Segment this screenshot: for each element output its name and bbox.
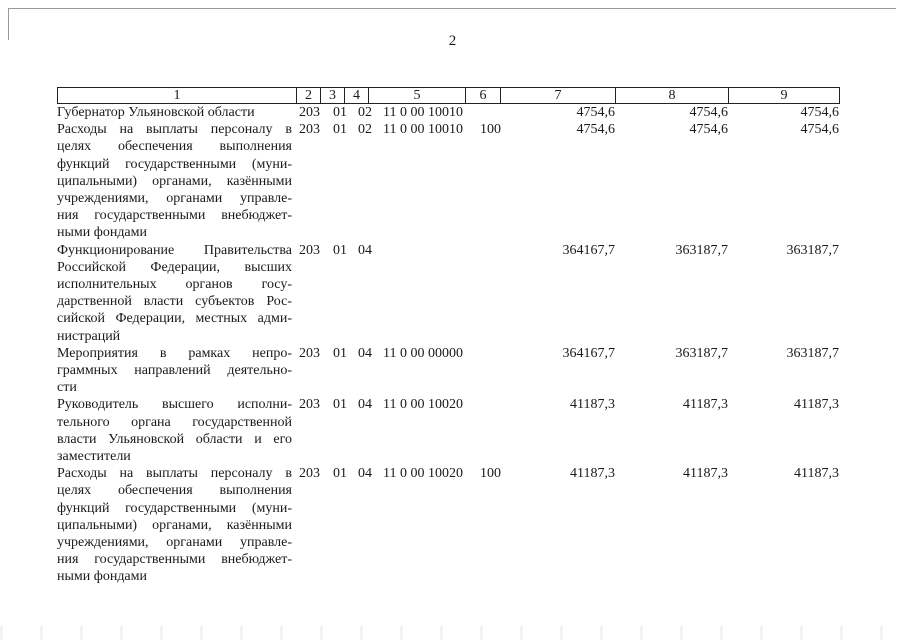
header-col-9: 9 xyxy=(729,88,840,104)
row-name-line: тельного органа государственной xyxy=(57,414,292,430)
row-name-line: власти Ульяновской области и его xyxy=(57,431,292,447)
cell-col7: 41187,3 xyxy=(570,466,615,482)
cell-col5: 11 0 00 10020 xyxy=(383,397,463,413)
row-name xyxy=(57,104,292,121)
row-name-line: Расходы на выплаты персоналу в xyxy=(57,466,292,482)
cell-col5: 11 0 00 10010 xyxy=(383,122,463,138)
row-name-line: функций государственными (муни- xyxy=(57,156,292,172)
cell-col8: 4754,6 xyxy=(689,122,728,138)
cell-col2: 203 xyxy=(299,105,320,120)
row-name-line: ными фондами xyxy=(57,225,148,241)
cell-col8: 363187,7 xyxy=(675,242,728,258)
cell-col8: 41187,3 xyxy=(683,466,728,482)
scan-border-top xyxy=(8,8,896,9)
row-name-line: ния государственными внебюджет- xyxy=(57,552,292,568)
cell-col8: 41187,3 xyxy=(683,397,728,413)
cell-col3: 01 xyxy=(333,122,347,138)
row-name-line: Мероприятия в рамках непро- xyxy=(57,345,292,361)
cell-col7: 4754,6 xyxy=(576,122,615,138)
cell-col2: 203 xyxy=(299,242,320,258)
row-name xyxy=(57,121,292,241)
row-name-line: ния государственными внебюджет- xyxy=(57,208,292,224)
cell-col7: 364167,7 xyxy=(562,345,615,361)
row-name xyxy=(57,345,292,397)
row-name-line: сти xyxy=(57,380,77,396)
row-name-line: Функционирование Правительства xyxy=(57,242,292,258)
cell-col6: 100 xyxy=(480,466,501,482)
row-name xyxy=(57,465,292,585)
cell-col9: 363187,7 xyxy=(786,345,839,361)
cell-col4: 04 xyxy=(358,242,372,258)
row-name-line: ципальными) органами, казёнными xyxy=(57,517,292,533)
row-name-line: дарственной власти субъектов Рос- xyxy=(57,294,292,310)
cell-col9: 4754,6 xyxy=(800,122,839,138)
cell-col2: 203 xyxy=(299,397,320,413)
row-name-line: учреждениями, органами управле- xyxy=(57,191,292,207)
scan-bottom-noise xyxy=(0,626,905,640)
table-row xyxy=(57,345,842,397)
cell-col9: 4754,6 xyxy=(800,105,839,120)
cell-col9: 41187,3 xyxy=(794,466,839,482)
header-col-2: 2 xyxy=(297,88,321,104)
cell-col9: 363187,7 xyxy=(786,242,839,258)
header-col-8: 8 xyxy=(616,88,729,104)
table-row xyxy=(57,104,842,121)
cell-col2: 203 xyxy=(299,466,320,482)
cell-col4: 04 xyxy=(358,345,372,361)
table-row xyxy=(57,242,842,345)
header-row xyxy=(58,88,840,104)
cell-col2: 203 xyxy=(299,345,320,361)
row-name xyxy=(57,396,292,465)
cell-col4: 02 xyxy=(358,105,372,120)
cell-col5: 11 0 00 00000 xyxy=(383,345,463,361)
cell-col8: 4754,6 xyxy=(689,105,728,120)
row-name-line: ными фондами xyxy=(57,569,148,585)
row-name-line: сийской Федерации, местных адми- xyxy=(57,311,292,327)
row-name-line: нистраций xyxy=(57,328,121,344)
cell-col9: 41187,3 xyxy=(794,397,839,413)
cell-col2: 203 xyxy=(299,122,320,138)
cell-col5: 11 0 00 10020 xyxy=(383,466,463,482)
table-row xyxy=(57,121,842,241)
row-name-line: Руководитель высшего исполни- xyxy=(57,397,292,413)
cell-col4: 04 xyxy=(358,466,372,482)
row-name-line: целях обеспечения выполнения xyxy=(57,483,292,499)
cell-col7: 41187,3 xyxy=(570,397,615,413)
header-col-7: 7 xyxy=(501,88,616,104)
row-name-line: целях обеспечения выполнения xyxy=(57,139,292,155)
cell-col5: 11 0 00 10010 xyxy=(383,105,463,120)
row-name-line: Российской Федерации, высших xyxy=(57,259,292,275)
table-row xyxy=(57,465,842,585)
cell-col3: 01 xyxy=(333,345,347,361)
row-name-line: Расходы на выплаты персоналу в xyxy=(57,122,292,138)
row-name-line: функций государственными (муни- xyxy=(57,500,292,516)
cell-col6: 100 xyxy=(480,122,501,138)
row-name-line: учреждениями, органами управле- xyxy=(57,535,292,551)
page-number: 2 xyxy=(448,33,457,49)
cell-col7: 364167,7 xyxy=(562,242,615,258)
header-col-6: 6 xyxy=(466,88,501,104)
row-name-line: исполнительных органов госу- xyxy=(57,277,292,293)
column-number-header xyxy=(57,87,840,104)
cell-col4: 04 xyxy=(358,397,372,413)
row-name xyxy=(57,242,292,345)
row-name-line: ципальными) органами, казёнными xyxy=(57,173,292,189)
row-name-line: Губернатор Ульяновской области xyxy=(57,105,255,120)
row-name-line: заместители xyxy=(57,449,131,465)
header-col-4: 4 xyxy=(345,88,369,104)
cell-col7: 4754,6 xyxy=(576,105,615,120)
header-col-3: 3 xyxy=(321,88,345,104)
header-col-1: 1 xyxy=(58,88,297,104)
header-col-5: 5 xyxy=(369,88,466,104)
cell-col3: 01 xyxy=(333,242,347,258)
table-row xyxy=(57,396,842,465)
cell-col3: 01 xyxy=(333,466,347,482)
row-name-line: граммных направлений деятельно- xyxy=(57,363,292,379)
cell-col4: 02 xyxy=(358,122,372,138)
cell-col3: 01 xyxy=(333,397,347,413)
budget-table-body xyxy=(57,104,842,586)
cell-col8: 363187,7 xyxy=(675,345,728,361)
cell-col3: 01 xyxy=(333,105,347,120)
